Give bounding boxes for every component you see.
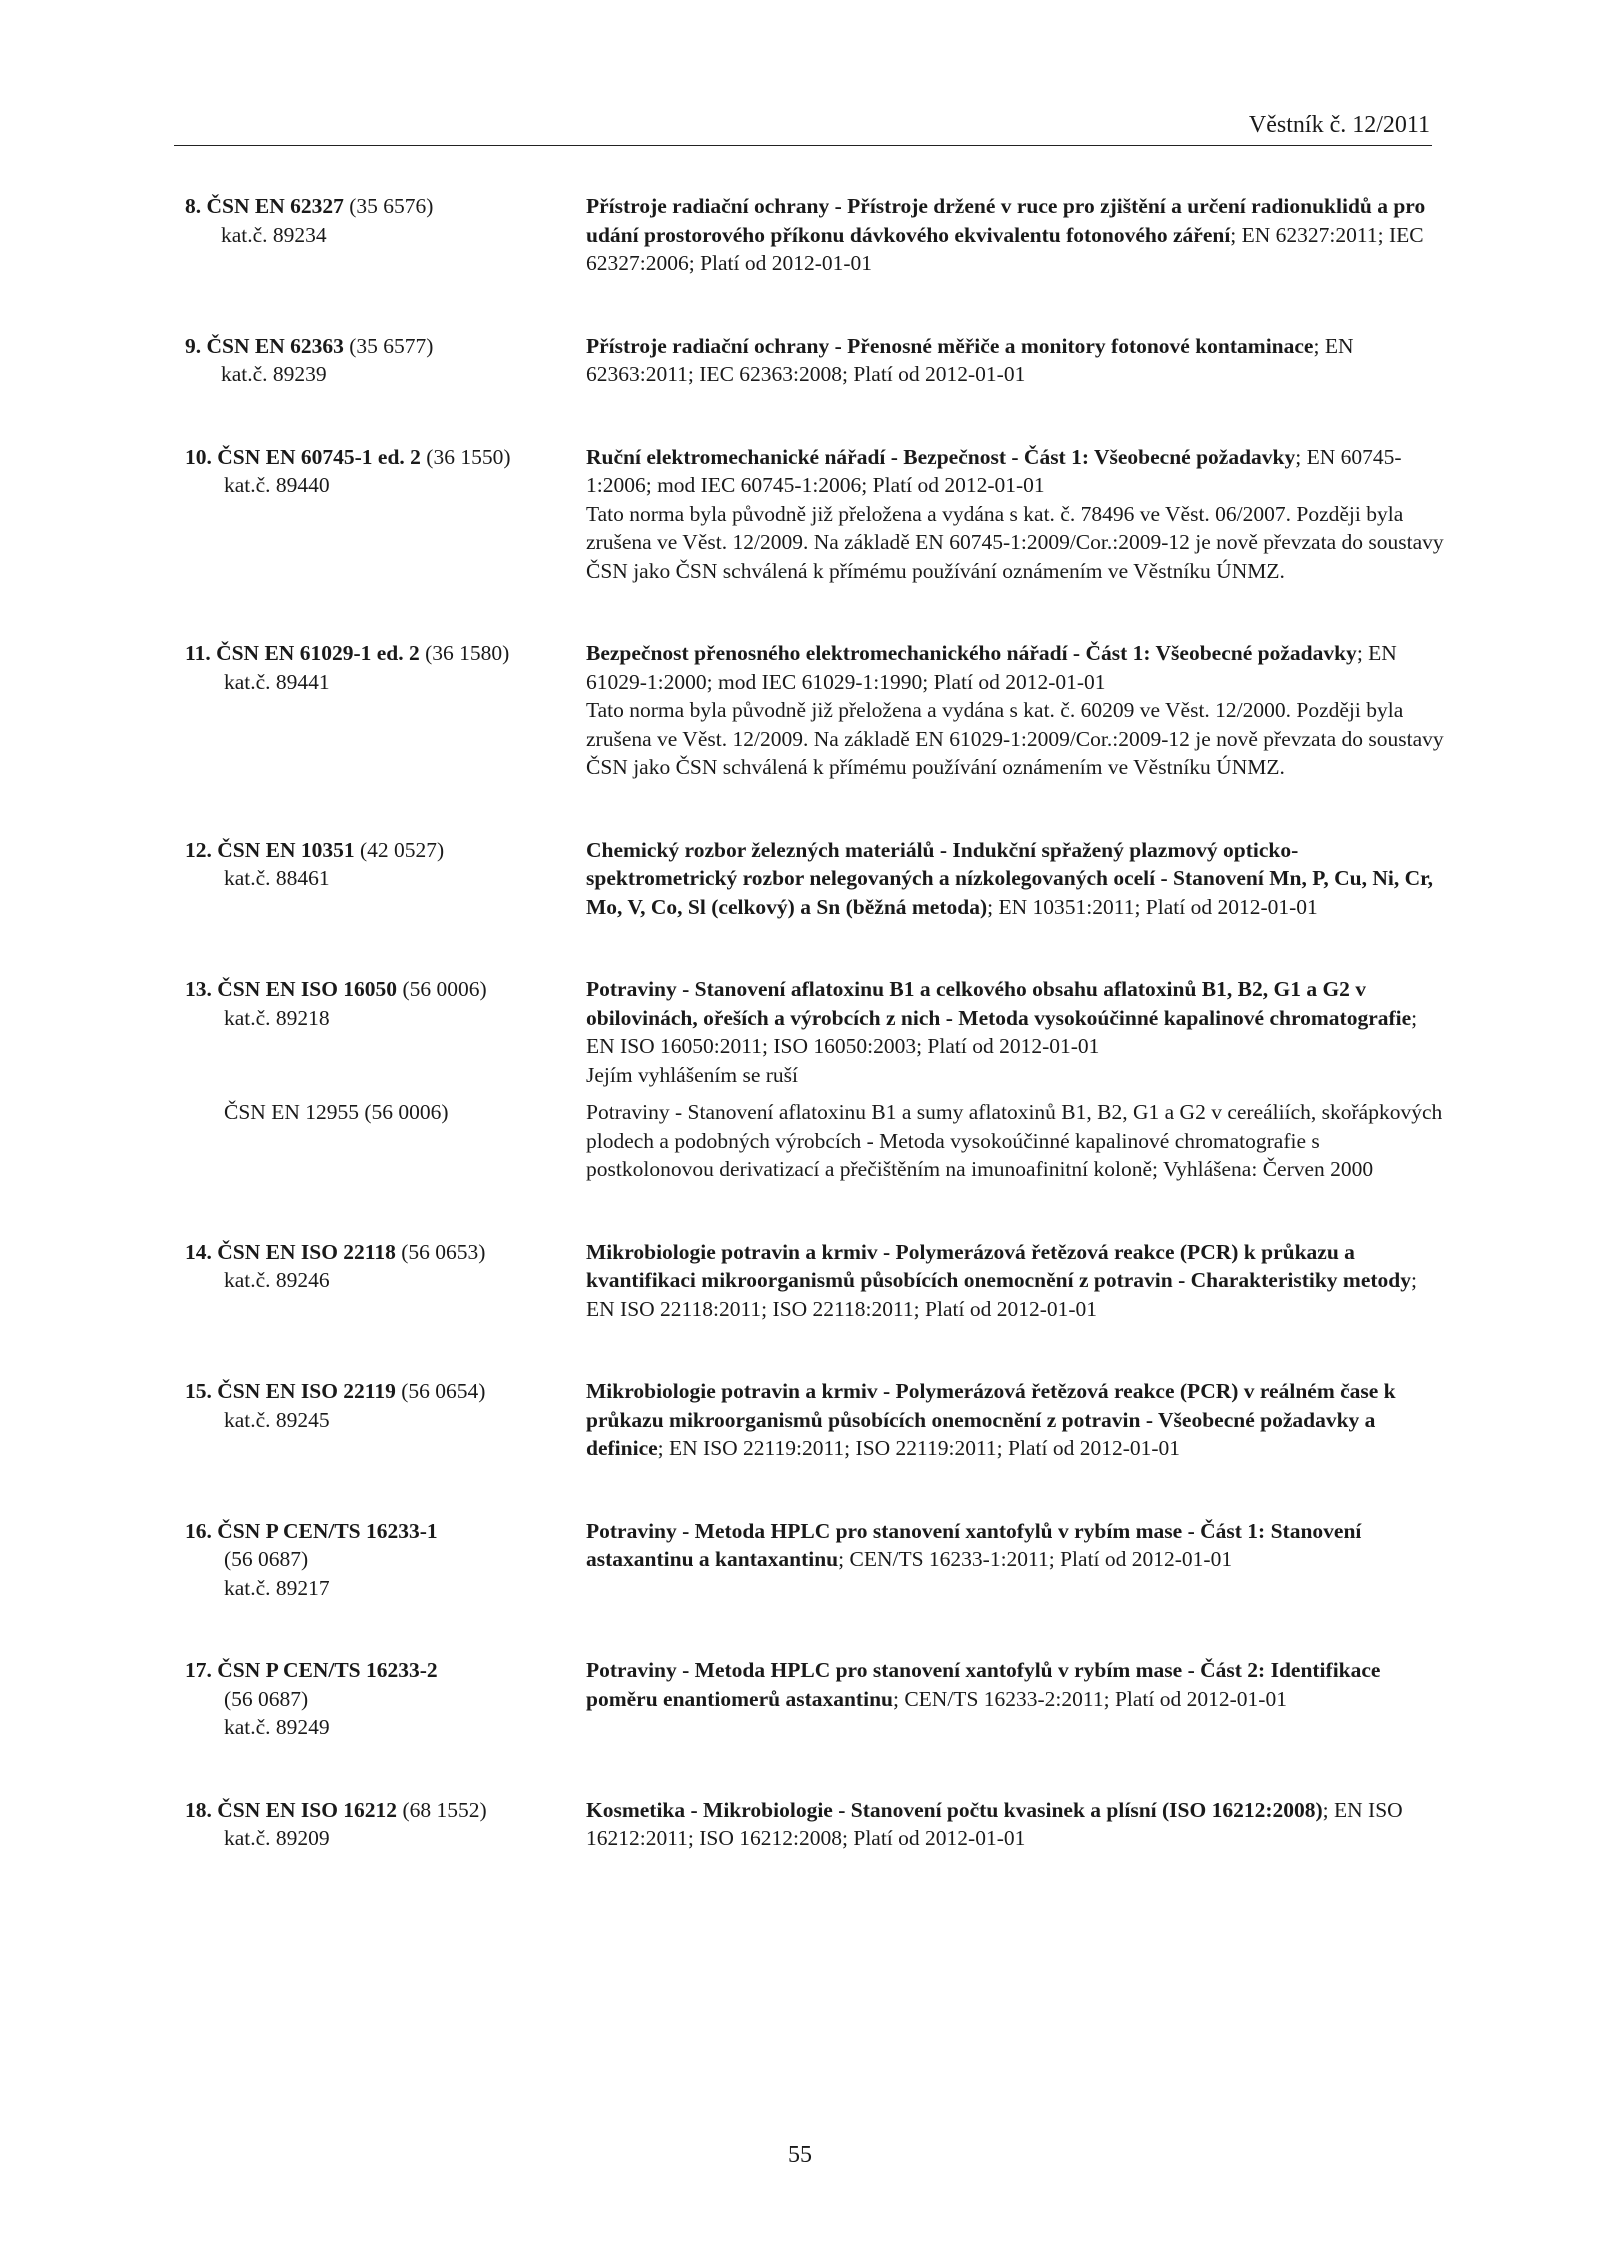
catalog-number: kat.č. 89246 <box>224 1268 330 1292</box>
standard-refs: ; CEN/TS 16233-2:2011; Platí od 2012-01-01 <box>892 1686 1287 1711</box>
entry-number: 8. <box>185 194 202 218</box>
classification: (35 6576) <box>349 194 434 218</box>
catalog-number: kat.č. 89217 <box>224 1575 330 1600</box>
catalog-number: kat.č. 89239 <box>221 362 327 386</box>
standard-note: Tato norma byla původně již přeložena a vydána s kat. č. 78496 ve Věst. 06/2007. Později byla zrušena ve Věst. 12/2009. Na základě EN 60745-1:2009/Cor.:2009-12 je nově převzata do soustavy ČSN jako ČSN schválená k přímému používání oznámením ve Věstníku ÚNMZ. <box>586 501 1444 583</box>
entry-number: 9. <box>185 333 202 358</box>
standard-code: ČSN P CEN/TS 16233-2 <box>217 1658 438 1682</box>
classification: (35 6577) <box>349 333 434 358</box>
entry-11-id <box>185 639 586 782</box>
entry-8-id <box>185 192 586 278</box>
standard-title: Ruční elektromechanické nářadí - Bezpečnost - Část 1: Všeobecné požadavky <box>586 444 1296 469</box>
entry-16 <box>185 1517 1445 1603</box>
entry-15-description <box>586 1377 1445 1463</box>
entry-9-id <box>185 332 586 389</box>
standard-title: Bezpečnost přenosného elektromechanického nářadí - Část 1: Všeobecné požadavky <box>586 641 1357 665</box>
standard-refs: ; EN 10351:2011; Platí od 2012-01-01 <box>987 894 1318 919</box>
standard-code: ČSN EN 60745-1 ed. 2 <box>217 444 421 469</box>
entry-15 <box>185 1377 1445 1463</box>
standard-refs: ; EN 60745-1:2006; mod IEC 60745-1:2006; Platí od 2012-01-01 <box>586 444 1402 497</box>
catalog-number: kat.č. 89209 <box>224 1826 330 1850</box>
entry-number: 16. <box>185 1518 212 1543</box>
standard-title: Potraviny - Stanovení aflatoxinu B1 a celkového obsahu aflatoxinů B1, B2, G1 a G2 v obilovinách, ořeších a výrobcích z nich - Metoda vysokoúčinné kapalinové chromatografie <box>586 977 1412 1030</box>
standard-title: Chemický rozbor železných materiálů - Indukční spřažený plazmový opticko-spektrometrický rozbor nelegovaných a nízkolegovaných ocelí - Stanovení Mn, P, Cu, Ni, Cr, Mo, V, Co, Sl (celkový) a Sn (běžná metoda) <box>586 837 1434 919</box>
entry-11 <box>185 639 1445 782</box>
entry-number: 15. <box>185 1379 212 1403</box>
entry-13-replaced <box>185 1098 1445 1184</box>
standard-note: Tato norma byla původně již přeložena a vydána s kat. č. 60209 ve Věst. 12/2000. Později byla zrušena ve Věst. 12/2009. Na základě EN 61029-1:2009/Cor.:2009-12 je nově převzata do soustavy ČSN jako ČSN schválená k přímému používání oznámením ve Věstníku ÚNMZ. <box>586 698 1444 779</box>
entry-8 <box>185 192 1445 278</box>
catalog-number: kat.č. 89245 <box>224 1407 330 1432</box>
entry-13 <box>185 975 1445 1184</box>
entry-13-description <box>586 975 1445 1089</box>
standard-title: Potraviny - Metoda HPLC pro stanovení xantofylů v rybím mase - Část 1: Stanovení astaxantinu a kantaxantinu <box>586 1518 1362 1571</box>
journal-issue: Věstník č. 12/2011 <box>1248 112 1430 138</box>
catalog-number: kat.č. 89441 <box>224 669 330 694</box>
entry-number: 10. <box>185 444 212 469</box>
classification: (56 0006) <box>402 977 487 1001</box>
entry-number: 11. <box>185 641 211 665</box>
standard-refs: ; EN 61029-1:2000; mod IEC 61029-1:1990; Platí od 2012-01-01 <box>586 641 1397 694</box>
standard-code: ČSN P CEN/TS 16233-1 <box>217 1518 438 1543</box>
entry-14-id <box>185 1238 586 1324</box>
entry-8-description <box>586 192 1445 278</box>
standard-code: ČSN EN ISO 16050 <box>217 977 398 1001</box>
standard-code: ČSN EN 62327 <box>206 194 344 218</box>
standard-code: ČSN EN ISO 22119 <box>217 1379 396 1403</box>
classification: (36 1580) <box>425 641 510 665</box>
classification: (56 0687) <box>224 1547 309 1571</box>
classification: (56 0687) <box>224 1686 309 1711</box>
standard-code: ČSN EN 10351 <box>217 837 355 862</box>
entry-number: 14. <box>185 1239 212 1264</box>
standard-note: Jejím vyhlášením se ruší <box>586 1062 798 1087</box>
standard-title: Mikrobiologie potravin a krmiv - Polymerázová řetězová reakce (PCR) v reálném čase k průkazu mikroorganismů působících onemocnění z potravin - Všeobecné požadavky a definice <box>586 1379 1396 1460</box>
catalog-number: kat.č. 89234 <box>221 222 327 247</box>
standard-refs: ; CEN/TS 16233-1:2011; Platí od 2012-01-01 <box>838 1547 1233 1571</box>
standards-list <box>185 192 1445 1853</box>
entry-number: 12. <box>185 837 212 862</box>
entry-16-description <box>586 1517 1445 1603</box>
standard-title: Přístroje radiační ochrany - Přístroje držené v ruce pro zjištění a určení radionuklidů a pro udání prostorového příkonu dávkového ekvivalentu fotonového záření <box>586 194 1426 247</box>
standard-code: ČSN EN ISO 22118 <box>217 1239 396 1264</box>
standard-refs: ; EN ISO 16050:2011; ISO 16050:2003; Platí od 2012-01-01 <box>586 1005 1418 1058</box>
catalog-number: kat.č. 89218 <box>224 1005 330 1030</box>
classification: (68 1552) <box>402 1797 487 1822</box>
standard-title: Kosmetika - Mikrobiologie - Stanovení počtu kvasinek a plísní (ISO 16212:2008) <box>586 1797 1323 1822</box>
standard-refs: ; EN ISO 22118:2011; ISO 22118:2011; Platí od 2012-01-01 <box>586 1268 1417 1321</box>
entry-13-id <box>185 975 586 1089</box>
classification: (36 1550) <box>426 444 511 469</box>
entry-10 <box>185 443 1445 586</box>
replaced-standard-code: ČSN EN 12955 (56 0006) <box>224 1100 449 1124</box>
entry-18 <box>185 1796 1445 1853</box>
entry-10-description <box>586 443 1445 586</box>
entry-14 <box>185 1238 1445 1324</box>
entry-16-id <box>185 1517 586 1603</box>
classification: (42 0527) <box>360 837 445 862</box>
standard-refs: ; EN ISO 16212:2011; ISO 16212:2008; Platí od 2012-01-01 <box>586 1797 1403 1850</box>
standard-code: ČSN EN 62363 <box>206 333 344 358</box>
standard-refs: ; EN 62327:2011; IEC 62327:2006; Platí od 2012-01-01 <box>586 222 1424 275</box>
entry-number: 18. <box>185 1797 212 1822</box>
catalog-number: kat.č. 88461 <box>224 866 330 890</box>
entry-10-id <box>185 443 586 586</box>
catalog-number: kat.č. 89249 <box>224 1715 330 1739</box>
standard-title: Potraviny - Metoda HPLC pro stanovení xantofylů v rybím mase - Část 2: Identifikace poměru enantiomerů astaxantinu <box>586 1658 1381 1711</box>
classification: (56 0654) <box>401 1379 486 1403</box>
standard-title: Přístroje radiační ochrany - Přenosné měřiče a monitory fotonové kontaminace <box>586 333 1314 358</box>
standard-code: ČSN EN ISO 16212 <box>217 1797 398 1822</box>
entry-12-description <box>586 836 1445 922</box>
standard-code: ČSN EN 61029-1 ed. 2 <box>216 641 420 665</box>
entry-15-id <box>185 1377 586 1463</box>
entry-12-id <box>185 836 586 922</box>
header-rule <box>174 145 1432 146</box>
entry-9-description <box>586 332 1445 389</box>
entry-number: 13. <box>185 977 212 1001</box>
entry-12 <box>185 836 1445 922</box>
classification: (56 0653) <box>401 1239 486 1264</box>
entry-17-description <box>586 1656 1445 1742</box>
entry-number: 17. <box>185 1658 212 1682</box>
page-number: 55 <box>788 2142 812 2168</box>
entry-18-id <box>185 1796 586 1853</box>
standard-title: Mikrobiologie potravin a krmiv - Polymerázová řetězová reakce (PCR) k průkazu a kvantifikaci mikroorganismů působících onemocnění z potravin - Charakteristiky metody <box>586 1239 1411 1292</box>
standard-refs: ; EN 62363:2011; IEC 62363:2008; Platí od 2012-01-01 <box>586 333 1354 386</box>
entry-9 <box>185 332 1445 389</box>
entry-14-description <box>586 1238 1445 1324</box>
replaced-standard-description: Potraviny - Stanovení aflatoxinu B1 a sumy aflatoxinů B1, B2, G1 a G2 v cereáliích, skořápkových plodech a podobných výrobcích - Metoda vysokoúčinné kapalinové chromatografie s postkolonovou derivatizací a přečištěním na imunoafinitní koloně; Vyhlášena: Červen 2000 <box>586 1100 1443 1181</box>
replaced-standard-id <box>185 1098 586 1184</box>
catalog-number: kat.č. 89440 <box>224 473 330 497</box>
entry-17 <box>185 1656 1445 1742</box>
entry-18-description <box>586 1796 1445 1853</box>
entry-17-id <box>185 1656 586 1742</box>
standard-refs: ; EN ISO 22119:2011; ISO 22119:2011; Platí od 2012-01-01 <box>657 1436 1181 1460</box>
entry-11-description <box>586 639 1445 782</box>
